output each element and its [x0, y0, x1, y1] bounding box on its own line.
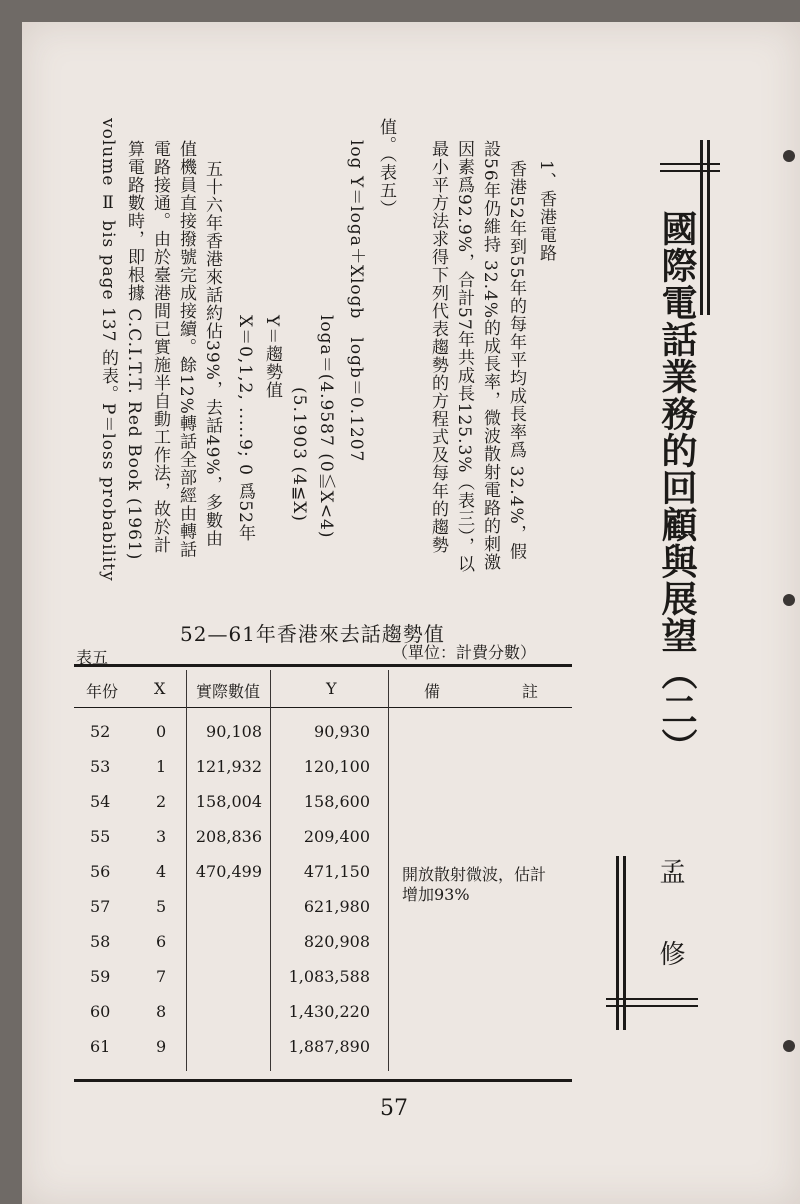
punch-hole	[783, 150, 795, 162]
column-divider	[270, 670, 271, 1071]
cell-y: 209,400	[303, 827, 370, 846]
cell-y: 90,930	[314, 722, 370, 741]
body-line: 設56年仍維持 32.4%的成長率，微波散射電路的刺激	[480, 140, 500, 572]
header-x: X	[154, 679, 166, 698]
cell-year: 54	[90, 792, 111, 811]
cell-x: 7	[156, 967, 167, 986]
cell-y: 158,600	[303, 792, 370, 811]
header-y: Y	[326, 679, 337, 698]
cell-x: 3	[156, 827, 167, 846]
body-line: 最小平方法求得下列代表趨勢的方程式及每年的趨勢	[428, 140, 448, 554]
cell-year: 55	[90, 827, 111, 846]
cell-year: 53	[90, 757, 111, 776]
cell-year: 61	[90, 1037, 111, 1056]
cell-x: 6	[156, 932, 167, 951]
section-heading: 1、香港電路	[536, 160, 556, 262]
page-number: 57	[380, 1096, 408, 1121]
author-frame-rule	[623, 856, 626, 1030]
table-header	[74, 667, 572, 708]
trend-table	[74, 664, 572, 1082]
column-divider	[186, 670, 187, 1071]
equation: Y＝趨勢值	[262, 315, 282, 400]
cell-x: 1	[156, 757, 167, 776]
cell-actual: 121,932	[195, 757, 262, 776]
cell-year: 56	[90, 862, 111, 881]
cell-actual: 470,499	[195, 862, 262, 881]
article-title: 國際電話業務的回顧與展望（二）	[656, 210, 698, 765]
cell-remark-line2: 增加93%	[402, 885, 470, 904]
author-frame-rule	[616, 856, 619, 1030]
title-frame-rule	[660, 163, 720, 165]
cell-x: 4	[156, 862, 167, 881]
cell-year: 60	[90, 1002, 111, 1021]
table-label: 表五	[76, 648, 109, 667]
punch-hole	[783, 1040, 795, 1052]
author-frame-rule	[606, 1005, 698, 1007]
author-name: 孟 修	[655, 858, 685, 991]
cell-actual: 158,004	[195, 792, 262, 811]
equation: (5.1903 (4≦X)	[289, 387, 309, 522]
equation: loga＝(4.9587 (0≦X<4)	[316, 315, 336, 539]
body-line: 五十六年香港來話約佔39%，去話49%，多數由	[202, 160, 222, 548]
body-line: 算電路數時，即根據 C.C.I.T.T. Red Book (1961)	[124, 140, 144, 561]
cell-x: 5	[156, 897, 167, 916]
equation: log Y＝loga＋Xlogb logb＝0.1207	[346, 140, 366, 463]
body-line: 因素爲92.9%，合計57年共成長125.3%（表三），以	[454, 140, 474, 573]
cell-year: 59	[90, 967, 111, 986]
cell-x: 9	[156, 1037, 167, 1056]
body-line: 值。（表五）	[376, 118, 396, 218]
cell-y: 820,908	[303, 932, 370, 951]
table-unit: （單位：計費分數）	[392, 643, 537, 662]
cell-year: 52	[90, 722, 111, 741]
body-line: 值機員直接撥號完成接續。餘12%轉話全部經由轉話	[176, 140, 196, 559]
cell-actual: 208,836	[195, 827, 262, 846]
punch-hole	[783, 594, 795, 606]
table-title: 52—61年香港來去話趨勢值	[180, 622, 445, 646]
author-frame-rule	[606, 998, 698, 1000]
header-actual: 實際數值	[196, 682, 261, 701]
cell-y: 1,430,220	[288, 1002, 370, 1021]
cell-x: 2	[156, 792, 167, 811]
header-remark-1: 備	[424, 682, 441, 701]
cell-y: 1,083,588	[288, 967, 370, 986]
header-remark-2: 註	[522, 682, 539, 701]
cell-y: 621,980	[303, 897, 370, 916]
cell-year: 57	[90, 897, 111, 916]
column-divider	[388, 670, 389, 1071]
body-line: 電路接通。由於臺港間已實施半自動工作法，故於計	[150, 140, 170, 554]
equation: X＝0,1,2, .....9; 0 爲52年	[235, 315, 255, 542]
body-line: 香港52年到55年的每年平均成長率爲 32.4%，假	[506, 160, 526, 561]
cell-remark: 開放散射微波，估計	[402, 865, 547, 884]
cell-x: 0	[156, 722, 167, 741]
cell-year: 58	[90, 932, 111, 951]
cell-y: 471,150	[303, 862, 370, 881]
cell-actual: 90,108	[206, 722, 262, 741]
cell-y: 120,100	[303, 757, 370, 776]
body-line: volume Ⅱ bis page 137 的表。P＝loss probability	[98, 118, 118, 582]
title-frame-rule	[707, 140, 710, 315]
title-frame-rule	[660, 170, 720, 172]
cell-x: 8	[156, 1002, 167, 1021]
cell-y: 1,887,890	[288, 1037, 370, 1056]
header-year: 年份	[86, 682, 119, 701]
